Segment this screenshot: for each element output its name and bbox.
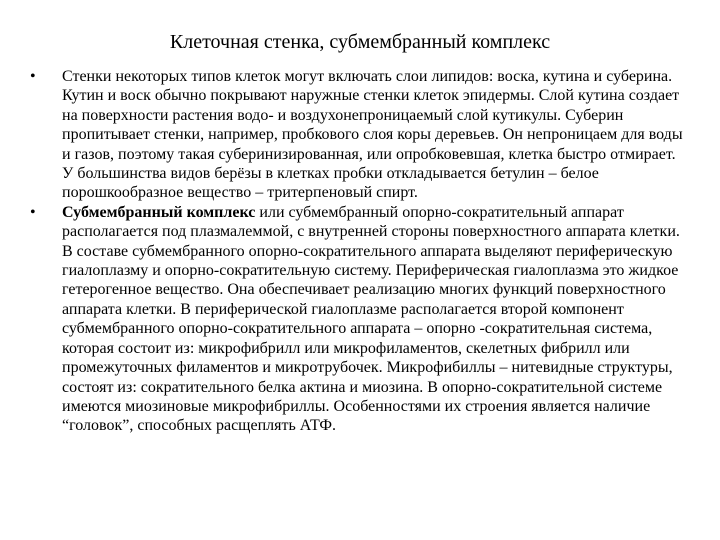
bullet-icon: • bbox=[30, 203, 36, 221]
bullet-text-lipids: Стенки некоторых типов клеток могут включать слои липидов: воска, кутина и суберина. Кутин и воск обычно покрывают наружные стенки клеток эпидермы. Слой кутина создает на поверхности растения водо- и воздухонепроницаемый слой кутикулы. Суберин пропитывает стенки, например, пробкового слоя коры деревьев. Он непроницаем для воды и газов, поэтому такая суберинизированная, или опробковевшая, клетка быстро отмирает. У большинства видов берёзы в клетках пробки откладывается бетулин – белое порошкообразное вещество – тритерпеновый спирт. bbox=[62, 68, 683, 202]
bullet-text-submembrane: или субмембранный опорно-сократительный аппарат располагается под плазмалеммой, с внутренней стороны поверхностного аппарата клетки. В составе субмембранного опорно-сократительного аппарата выделяют периферическую гиалоплазму и опорно-сократительную систему. Периферическая гиалоплазма это жидкое гетерогенное вещество. Она обеспечивает реализацию многих функций поверхностного аппарата клетки. В периферической гиалоплазме располагается второй компонент субмембранного опорно-сократительного аппарата – опорно -сократительная система, которая состоит из: микрофибрилл или микрофиламентов, скелетных фибрилл или промежуточных филаментов и микротрубочек. Микрофибиллы – нитевидные структуры, состоят из: сократительного белка актина и миозина. В опорно-сократительной системе имеются миозиновые микрофибриллы. Особенностями их строения является наличие “головок”, способных расщеплять АТФ. bbox=[62, 203, 680, 435]
bullet-item-lipids bbox=[30, 67, 690, 203]
bullet-list bbox=[30, 67, 690, 436]
bullet-item-submembrane bbox=[30, 203, 690, 436]
bullet-icon: • bbox=[30, 68, 36, 85]
bullet-bold-lead: Субмембранный комплекс bbox=[62, 203, 256, 221]
slide-title: Клеточная стенка, субмембранный комплекс bbox=[169, 31, 551, 53]
